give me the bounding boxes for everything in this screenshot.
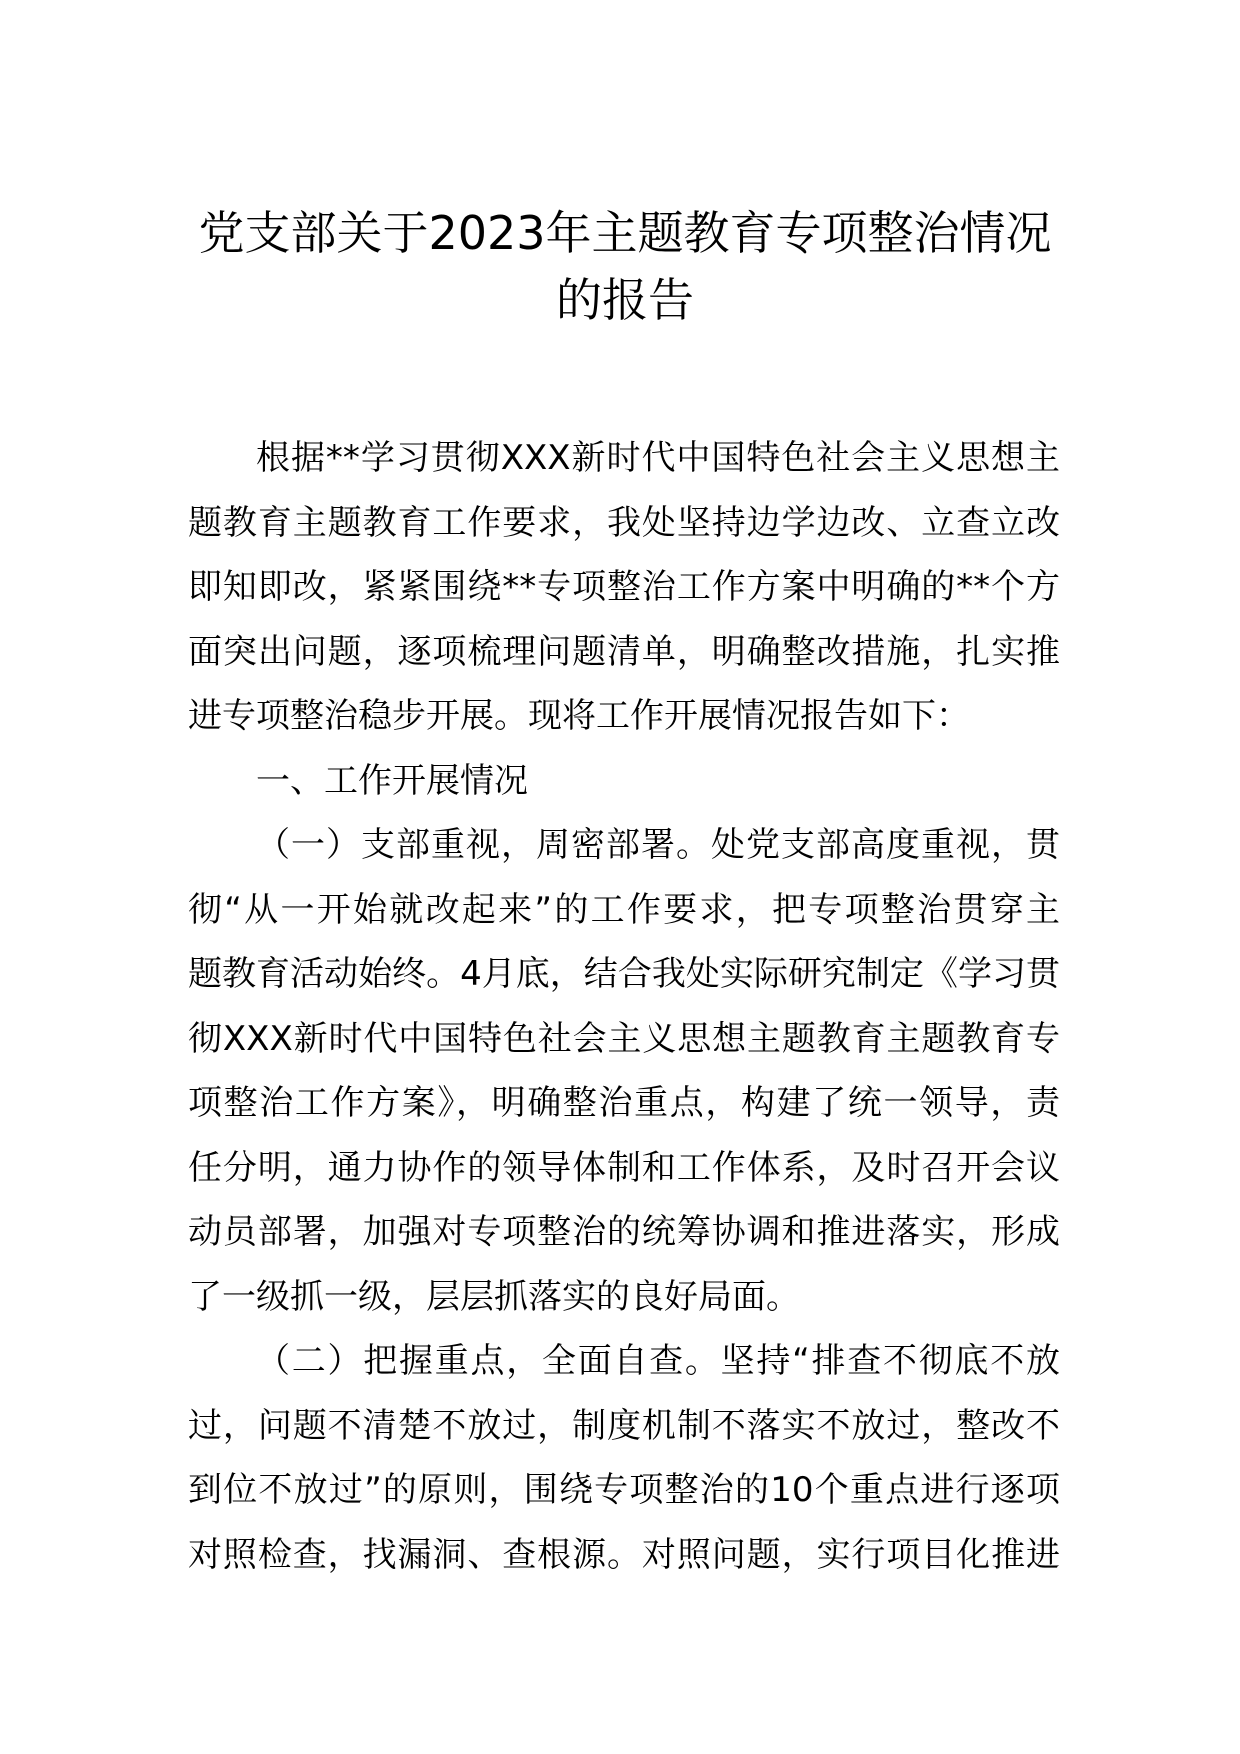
text-line: 了一级抓一级，层层抓落实的良好局面。 [188,1276,800,1317]
text-line: 项整治工作方案》，明确整治重点，构建了统一领导，责 [188,1083,1060,1123]
text-line: 任分明，通力协作的领导体制和工作体系，及时召开会议 [188,1147,1060,1188]
text-line: 即知即改，紧紧围绕**专项整治工作方案中明确的**个方 [188,567,1060,607]
text-line: （一）支部重视，周密部署。处党支部高度重视，贯 [256,825,1060,865]
text-line: 彻XXX新时代中国特色社会主义思想主题教育主题教育专 [188,1018,1060,1059]
title-line: 党支部关于2023年主题教育专项整治情况 [198,206,1052,260]
text-line: 动员部署，加强对专项整治的统筹协调和推进落实，形成 [188,1212,1060,1252]
paragraph-intro [188,426,1060,749]
text-line: 题教育活动始终。4月底，结合我处实际研究制定《学习贯 [188,954,1060,994]
text-line: 根据**学习贯彻XXX新时代中国特色社会主义思想主 [256,438,1060,478]
text-line: 彻“从一开始就改起来”的工作要求，把专项整治贯穿主 [188,889,1060,930]
section-heading [188,749,1060,814]
paragraph-section-1 [188,813,1060,1329]
title-line: 的报告 [556,273,694,327]
paragraph-section-2 [188,1329,1060,1587]
text-line: 过，问题不清楚不放过，制度机制不落实不放过，整改不 [188,1405,1060,1446]
text-line: 面突出问题，逐项梳理问题清单，明确整改措施，扎实推 [188,631,1060,672]
text-line: 对照检查，找漏洞、查根源。对照问题，实行项目化推进 [188,1534,1060,1575]
text-line: 到位不放过”的原则，围绕专项整治的10个重点进行逐项 [188,1470,1060,1510]
document-body [188,426,1060,1587]
text-line: （二）把握重点，全面自查。坚持“排查不彻底不放 [256,1341,1060,1381]
text-line: 题教育主题教育工作要求，我处坚持边学边改、立查立改 [188,502,1060,543]
text-line: 进专项整治稳步开展。现将工作开展情况报告如下： [188,696,970,736]
document-title [170,200,1080,334]
heading-line: 一、工作开展情况 [256,760,528,801]
